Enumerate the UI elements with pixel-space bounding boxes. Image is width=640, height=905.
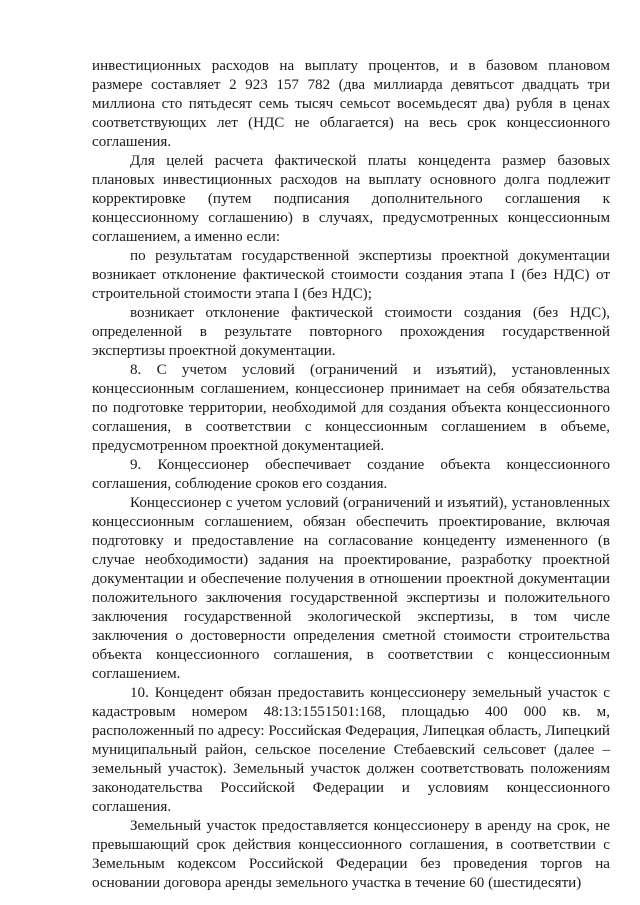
paragraph-land-lease: Земельный участок предоставляется концессионеру в аренду на срок, не превышающий срок действия концессионного соглашения, в соответствии с Земельным кодексом Российской Федерации без проведения торгов на основании договора аренды земельного участка в течение 60 (шестидесяти): [92, 818, 610, 891]
paragraph-design-obligations: Концессионер с учетом условий (ограничений и изъятий), установленных концессионным соглашением, обязан обеспечить проектирование, включая подготовку и предоставление на согласование концеденту измененного (в случае необходимости) задания на проектирование, разработку проектной документации и обеспечение получения в отношении проектной документации положительного заключения государственной экспертизы и положительного заключения государственной экологической экспертизы, в том числе заключения о достоверности определения сметной стоимости строительства объекта концессионного соглашения, в соответствии с концессионным соглашением.: [92, 495, 610, 682]
paragraph-condition-repeat-expertise: возникает отклонение фактической стоимости создания (без НДС), определенной в результате повторного прохождения государственной экспертизы проектной документации.: [92, 305, 610, 359]
paragraph-fact-payment-adjustment: Для целей расчета фактической платы концедента размер базовых плановых инвестиционных расходов на выплату основного долга подлежит корректировке (путем подписания дополнительного соглашения к концессионному соглашению) в случаях, предусмотренных концессионным соглашением, а именно если:: [92, 153, 610, 245]
paragraph-continuation: инвестиционных расходов на выплату процентов, и в базовом плановом размере составляет 2 923 157 782 (два миллиарда девятьсот двадцать три миллиона сто пятьдесят семь тысяч семьсот восемьдесят два) рубля в ценах соответствующих лет (НДС не облагается) на весь срок концессионного соглашения.: [92, 58, 610, 150]
document-body: [92, 57, 610, 893]
paragraph-condition-expertise: по результатам государственной экспертизы проектной документации возникает отклонение фактической стоимости создания этапа I (без НДС) от строительной стоимости этапа I (без НДС);: [92, 248, 610, 302]
paragraph-clause-10: 10. Концедент обязан предоставить концессионеру земельный участок с кадастровым номером 48:13:1551501:168, площадью 400 000 кв. м, расположенный по адресу: Российская Федерация, Липецкая область, Липецкий муниципальный район, сельское поселение Стебаевский сельсовет (далее – земельный участок). Земельный участок должен соответствовать положениям законодательства Российской Федерации и условиям концессионного соглашения.: [92, 685, 610, 815]
paragraph-clause-9: 9. Концессионер обеспечивает создание объекта концессионного соглашения, соблюдение сроков его создания.: [92, 457, 610, 492]
paragraph-clause-8: 8. С учетом условий (ограничений и изъятий), установленных концессионным соглашением, концессионер принимает на себя обязательства по подготовке территории, необходимой для создания объекта концессионного соглашения, в соответствии с концессионным соглашением в объеме, предусмотренном проектной документацией.: [92, 362, 610, 454]
